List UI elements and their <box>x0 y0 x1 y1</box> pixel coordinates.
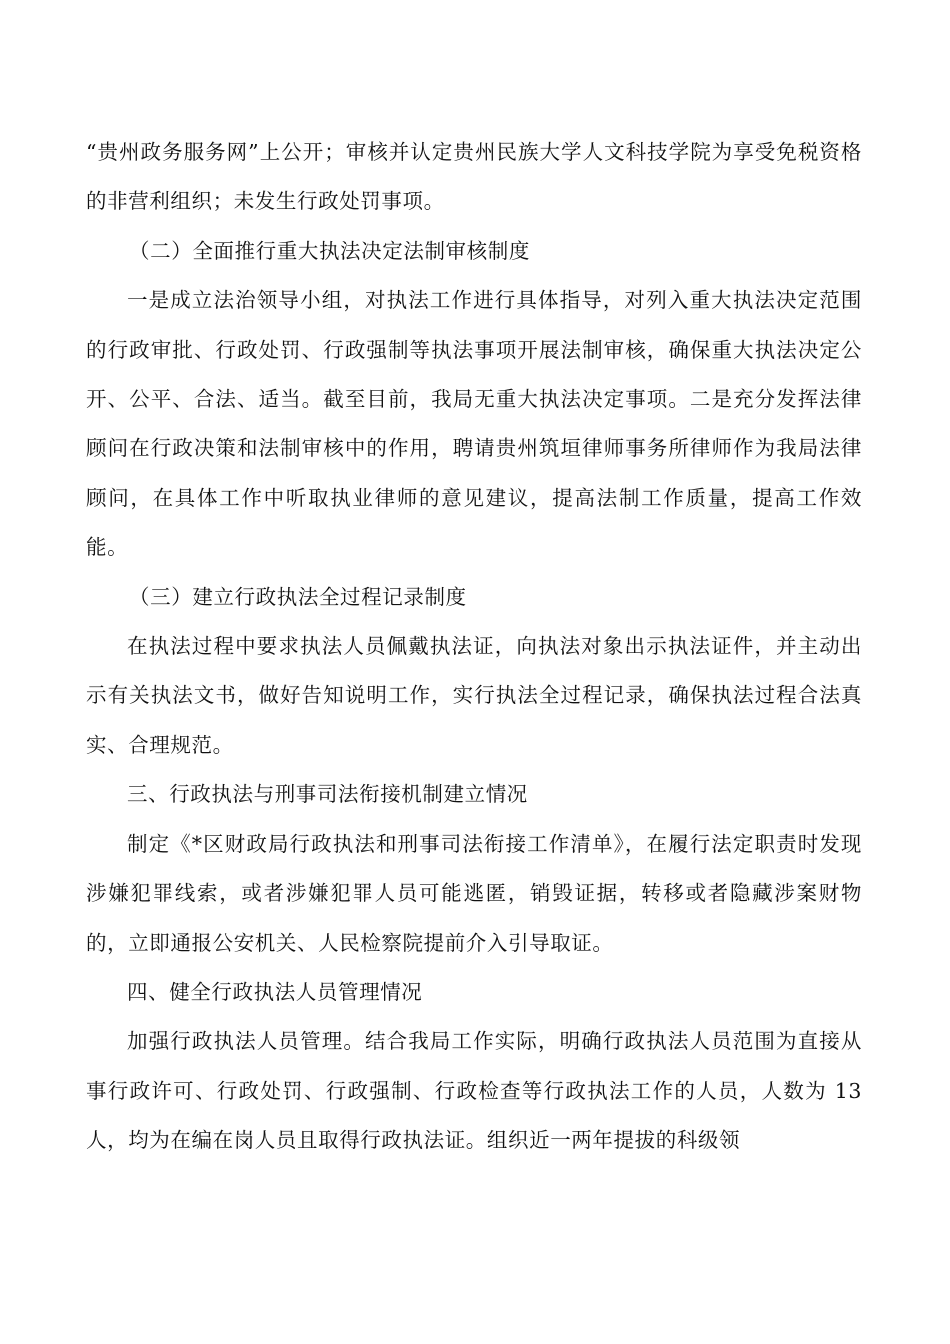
paragraph-criminal-justice: 制定《*区财政局行政执法和刑事司法衔接工作清单》，在履行法定职责时发现涉嫌犯罪线索，或者涉嫌犯罪人员可能逃匿，销毁证据，转移或者隐藏涉案财物的，立即通报公安机关、人民检察院提前介入引导取证。 <box>86 831 862 955</box>
paragraph-legal-review: 一是成立法治领导小组，对执法工作进行具体指导，对列入重大执法决定范围的行政审批、行政处罚、行政强制等执法事项开展法制审核，确保重大执法决定公开、公平、合法、适当。截至目前，我局无重大执法决定事项。二是充分发挥法律顾问在行政决策和法制审核中的作用，聘请贵州筑垣律师事务所律师作为我局法律顾问，在具体工作中听取执业律师的意见建议，提高法制工作质量，提高工作效能。 <box>86 288 862 560</box>
paragraph-personnel: 加强行政执法人员管理。结合我局工作实际，明确行政执法人员范围为直接从事行政许可、行政处罚、行政强制、行政检查等行政执法工作的人员，人数为 13 人，均为在编在岗人员且取得行政执法证。组织近一两年提拔的科级领 <box>86 1029 862 1153</box>
section-heading-2: （二）全面推行重大执法决定法制审核制度 <box>129 238 530 263</box>
paragraph-continuation: “贵州政务服务网”上公开；审核并认定贵州民族大学人文科技学院为享受免税资格的非营利组织；未发生行政处罚事项。 <box>86 140 862 214</box>
paragraph-process-record: 在执法过程中要求执法人员佩戴执法证，向执法对象出示执法证件，并主动出示有关执法文书，做好告知说明工作，实行执法全过程记录，确保执法过程合法真实、合理规范。 <box>86 634 862 757</box>
section-heading-criminal-justice: 三、行政执法与刑事司法衔接机制建立情况 <box>127 782 528 807</box>
document-page <box>86 128 862 1166</box>
section-heading-3: （三）建立行政执法全过程记录制度 <box>129 584 467 609</box>
section-heading-personnel: 四、健全行政执法人员管理情况 <box>127 979 423 1004</box>
